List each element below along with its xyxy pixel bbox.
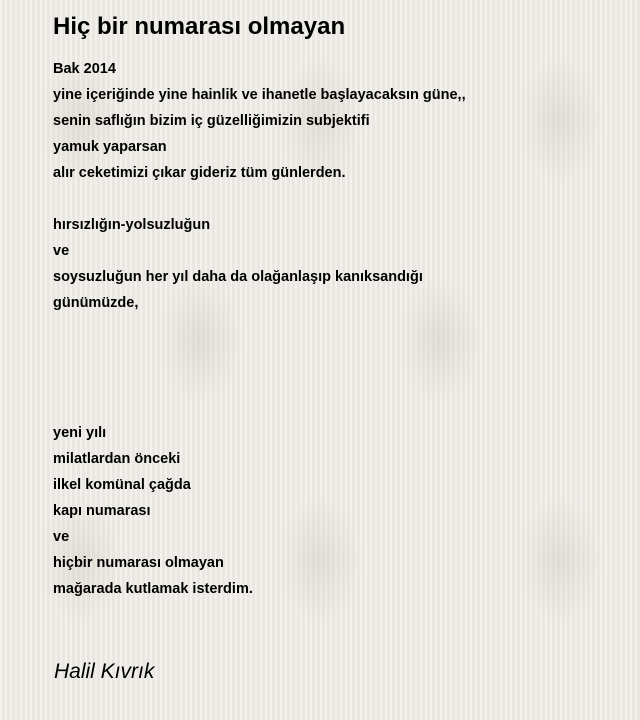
poem-author: Halil Kıvrık xyxy=(54,660,155,683)
poem-line: ve xyxy=(53,529,70,545)
poem-line: soysuzluğun her yıl daha da olağanlaşıp kanıksandığı xyxy=(53,269,423,285)
poem-container xyxy=(53,12,623,602)
poem-line: milatlardan önceki xyxy=(53,451,181,467)
poem-line: yine içeriğinde yine hainlik ve ihanetle başlayacaksın güne,, xyxy=(53,87,466,103)
poem-line-blank xyxy=(53,186,623,212)
poem-title: Hiç bir numarası olmayan xyxy=(53,13,346,40)
poem-body xyxy=(53,56,623,602)
poem-line: mağarada kutlamak isterdim. xyxy=(53,581,253,597)
poem-line-blank xyxy=(53,368,623,394)
poem-line: hiçbir numarası olmayan xyxy=(53,555,224,571)
poem-line-blank xyxy=(53,394,623,420)
poem-line: kapı numarası xyxy=(53,503,151,519)
poem-line: ve xyxy=(53,243,70,259)
poem-line: günümüzde, xyxy=(53,295,139,311)
poem-line: ilkel komünal çağda xyxy=(53,477,191,493)
poem-line: hırsızlığın-yolsuzluğun xyxy=(53,217,211,233)
poem-line-blank xyxy=(53,316,623,342)
poem-line: yeni yılı xyxy=(53,425,107,441)
poem-line: yamuk yaparsan xyxy=(53,139,167,155)
poem-line: senin saflığın bizim iç güzelliğimizin subjektifi xyxy=(53,113,370,129)
poem-line: alır ceketimizi çıkar gideriz tüm günlerden. xyxy=(53,165,346,181)
poem-line-blank xyxy=(53,342,623,368)
poem-line: Bak 2014 xyxy=(53,61,116,77)
